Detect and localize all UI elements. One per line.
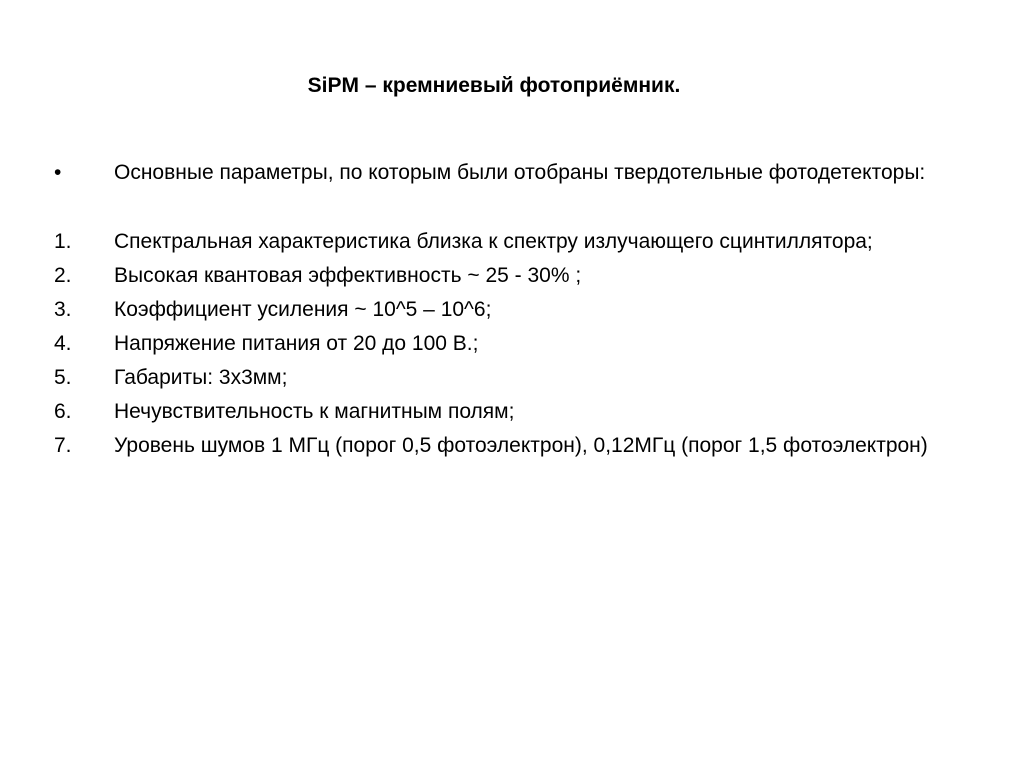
- list-item-number: 2.: [54, 264, 72, 287]
- list-item-number: 6.: [54, 400, 72, 423]
- list-item-text: Спектральная характеристика близка к спектру излучающего сцинтиллятора;: [114, 230, 873, 253]
- intro-bullet: [54, 158, 954, 187]
- bullet-marker: •: [54, 161, 62, 184]
- list-item: [54, 397, 954, 426]
- list-item: [54, 227, 954, 256]
- list-item-number: 7.: [54, 434, 72, 457]
- list-item: [54, 363, 954, 392]
- list-item-text: Коэффициент усиления ~ 10^5 – 10^6;: [114, 298, 492, 321]
- list-item-text: Напряжение питания от 20 до 100 В.;: [114, 332, 479, 355]
- list-item: [54, 295, 954, 324]
- list-item-number: 5.: [54, 366, 72, 389]
- list-item: [54, 431, 954, 460]
- list-item-text: Высокая квантовая эффективность ~ 25 - 30% ;: [114, 264, 582, 287]
- slide-content: [54, 158, 954, 465]
- slide-title: SiPM – кремниевый фотоприёмник.: [307, 74, 681, 97]
- list-item-text: Нечувствительность к магнитным полям;: [114, 400, 515, 423]
- list-item: [54, 329, 954, 358]
- list-item-number: 3.: [54, 298, 72, 321]
- list-item-number: 1.: [54, 230, 72, 253]
- list-item: [54, 261, 954, 290]
- list-item-text: Габариты: 3х3мм;: [114, 366, 288, 389]
- list-item-text: Уровень шумов 1 МГц (порог 0,5 фотоэлектрон), 0,12МГц (порог 1,5 фотоэлектрон): [114, 434, 928, 457]
- list-item-number: 4.: [54, 332, 72, 355]
- intro-text: Основные параметры, по которым были отобраны твердотельные фотодетекторы:: [114, 161, 926, 184]
